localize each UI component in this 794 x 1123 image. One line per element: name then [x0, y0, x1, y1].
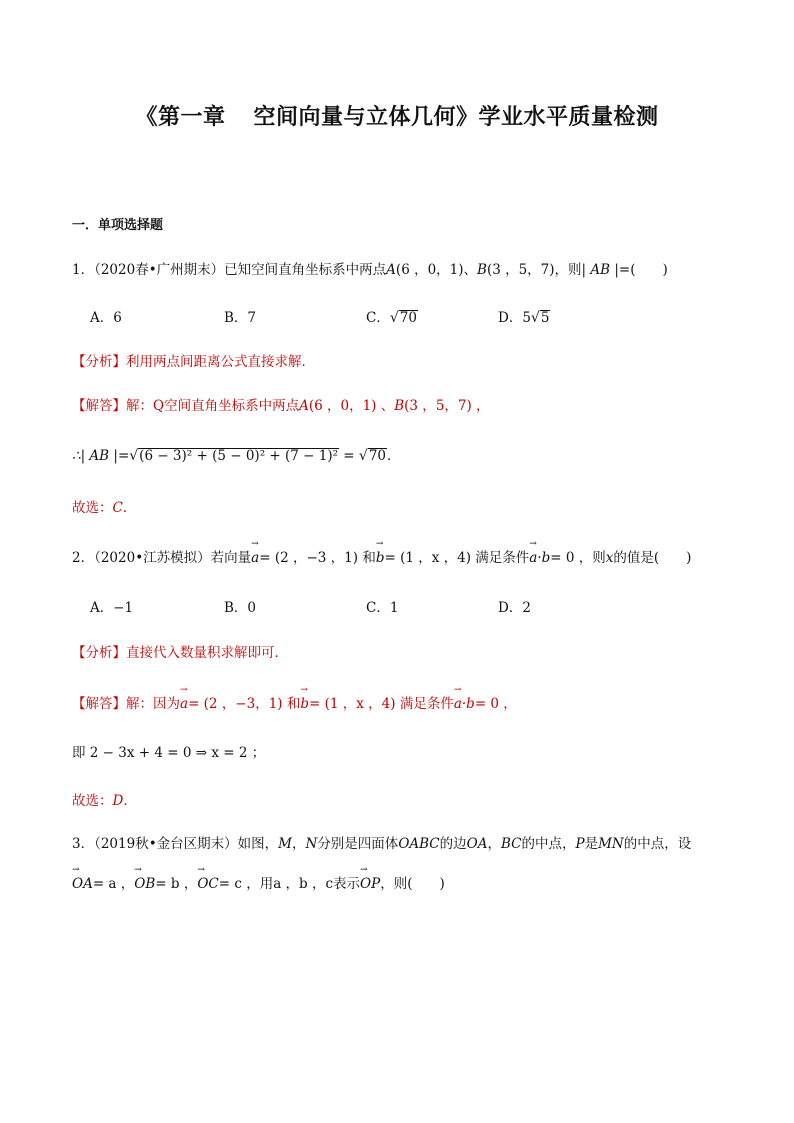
q1-calc-end: ． — [387, 448, 401, 464]
q3-mid3: ， — [487, 836, 501, 852]
q3-comma1: ， — [292, 836, 306, 852]
q2-solution-tag: 【解答】 — [72, 696, 126, 712]
q1-sep: 、 — [463, 262, 478, 278]
q1-calc-pre: ∴| AB |= — [72, 448, 130, 464]
q1-option-d-radicand: 5 — [540, 310, 550, 326]
q3-eq-a: = a ， — [92, 876, 135, 892]
q1-calc-eq: = — [339, 448, 359, 464]
q2-solution-pre: 解：因为 — [126, 696, 180, 712]
q3-p: P — [575, 836, 585, 852]
q1-analysis-tag: 【分析】 — [72, 354, 126, 370]
q3-stem-line1 — [72, 832, 691, 852]
q3-oa: OA — [466, 836, 488, 852]
q2-option-a[interactable]: A．−1 — [90, 600, 134, 616]
q3-line1-pre: 3．（2019秋•金台区期末）如图， — [72, 836, 279, 852]
q1-sol-point-b: B — [394, 398, 405, 414]
q3-end: ，则( ) — [380, 876, 445, 892]
q3-eq-b: = b ， — [155, 876, 198, 892]
q3-mid4: 的中点， — [521, 836, 576, 852]
q2-analysis-tag: 【分析】 — [72, 645, 126, 661]
q1-stem — [72, 258, 668, 278]
q2-vec-a: → a — [251, 550, 259, 566]
q3-m: M — [278, 836, 292, 852]
q2-vec-a-val: = (2 ，−3 ，1) 和 — [259, 550, 376, 566]
q1-sol-coords-b3: ，7) ， — [444, 398, 490, 414]
q1-calc-result: 70 — [368, 448, 387, 464]
title-part1: 《第一章 — [135, 105, 226, 130]
q1-solution-text: 空间直角坐标系中两点 — [164, 398, 300, 414]
q2-dot: → a·b — [529, 550, 550, 566]
q3-n: N — [305, 836, 318, 852]
q2-option-b[interactable]: B．0 — [224, 600, 257, 616]
q1-option-d[interactable]: D．5√5 — [498, 310, 550, 326]
q2-stem — [72, 546, 691, 566]
q1-solution — [72, 394, 490, 414]
q3-vec-oc: → OC — [197, 876, 218, 892]
q1-option-c-label: C． — [366, 310, 390, 326]
q1-calc-radicand: (6 − 3)² + (5 − 0)² + (7 − 1)² — [139, 448, 339, 464]
q2-stem-text: 2．（2020•江苏模拟）若向量 — [72, 550, 252, 566]
q2-sol-a-val2: −3 — [235, 696, 256, 712]
q3-mid6: 的中点，设 — [623, 836, 692, 852]
q3-vec-ob: → OB — [134, 876, 155, 892]
q2-sol-dot: → a·b — [454, 696, 475, 712]
q2-sol-vec-a: → a — [180, 696, 188, 712]
q2-vec-b: → b — [376, 550, 385, 566]
q1-sol-coords-a3: ，1) 、 — [349, 398, 395, 414]
q1-sol-coords-b2: 5 — [435, 398, 445, 414]
q3-vec-oa: → OA — [72, 876, 93, 892]
q3-rep: 表示 — [333, 876, 361, 892]
q1-choice-value: C — [112, 500, 123, 516]
title-part2: 空间向量与立体几何》学业水平质量检测 — [253, 105, 659, 130]
q1-point-a: A — [386, 262, 396, 278]
q3-mid5: 是 — [584, 836, 599, 852]
q2-sol-a-val1: = (2 ， — [188, 696, 236, 712]
q1-option-a[interactable]: A．6 — [90, 310, 122, 326]
q1-option-b[interactable]: B．7 — [224, 310, 257, 326]
q1-sol-coords-b1: (3 ， — [404, 398, 436, 414]
q1-option-d-label: D．5 — [498, 310, 531, 326]
q1-option-c[interactable]: C．√70 — [366, 310, 417, 326]
q2-sol-a-val3: ，1) 和 — [255, 696, 301, 712]
q2-analysis — [72, 641, 288, 661]
q3-stem-line2 — [72, 872, 445, 892]
q1-stem-post: ，则 — [554, 262, 582, 278]
q1-coords-a: (6 ，0，1) — [395, 262, 464, 278]
q2-choice-value: D — [112, 793, 124, 809]
q1-sol-coords-a2: 0 — [340, 398, 350, 414]
q1-solution-tag: 【解答】 — [72, 398, 126, 414]
q3-bc: BC — [500, 836, 522, 852]
q3-mid1: 分别是四面体 — [317, 836, 399, 852]
q2-choice — [72, 789, 137, 809]
section-heading: 一．单项选择题 — [72, 218, 164, 233]
q2-sol-b-val: = (1 ，x ，4) 满足条件 — [309, 696, 454, 712]
q1-stem-text: 1．（2020春•广州期末）已知空间直角坐标系中两点 — [72, 262, 387, 278]
q3-vars: a ，b ，c — [273, 876, 334, 892]
q1-choice-label: 故选： — [72, 500, 113, 516]
q2-x: x — [605, 550, 614, 566]
q3-vec-op: → OP — [360, 876, 380, 892]
q1-choice — [72, 496, 136, 516]
q1-sol-point-a: A — [299, 398, 309, 414]
q2-option-d[interactable]: D．2 — [498, 600, 531, 616]
q1-choice-end: ． — [122, 500, 137, 516]
q2-analysis-text: 直接代入数量积求解即可． — [126, 645, 288, 661]
q3-mid2: 的边 — [439, 836, 467, 852]
page-title — [0, 100, 794, 131]
q1-analysis — [72, 350, 315, 370]
q2-calculation: 即 2 − 3x + 4 = 0 ⇒ x = 2 ； — [72, 745, 266, 761]
q2-solution — [72, 692, 517, 712]
q2-option-c[interactable]: C．1 — [366, 600, 399, 616]
q1-coords-b: (3 ，5，7) — [486, 262, 555, 278]
q1-option-c-radicand: 70 — [399, 310, 417, 326]
q1-point-b: B — [477, 262, 487, 278]
q1-paren: ( ) — [630, 262, 668, 278]
q1-abs: | AB |= — [581, 262, 631, 278]
q2-choice-label: 故选： — [72, 793, 113, 809]
q2-cond: = 0 ，则 — [550, 550, 606, 566]
q1-calculation: ∴| AB |=√(6 − 3)² + (5 − 0)² + (7 − 1)² = √70． — [72, 448, 401, 464]
q2-choice-end: ． — [123, 793, 137, 809]
q1-sol-coords-a1: (6 ， — [308, 398, 341, 414]
q3-eq-c: = c ，用 — [218, 876, 274, 892]
q1-solution-q: Q — [153, 398, 165, 414]
q2-sol-vec-b: → b — [300, 696, 309, 712]
q2-vec-b-val: = (1 ，x ，4) 满足条件 — [384, 550, 530, 566]
q3-oabc: OABC — [398, 836, 440, 852]
q1-solution-pre: 解： — [126, 398, 153, 414]
q2-post: 的值是( ) — [613, 550, 692, 566]
q3-mn: MN — [598, 836, 624, 852]
q2-sol-cond: = 0 ， — [474, 696, 517, 712]
q1-analysis-text: 利用两点间距离公式直接求解． — [126, 354, 315, 370]
